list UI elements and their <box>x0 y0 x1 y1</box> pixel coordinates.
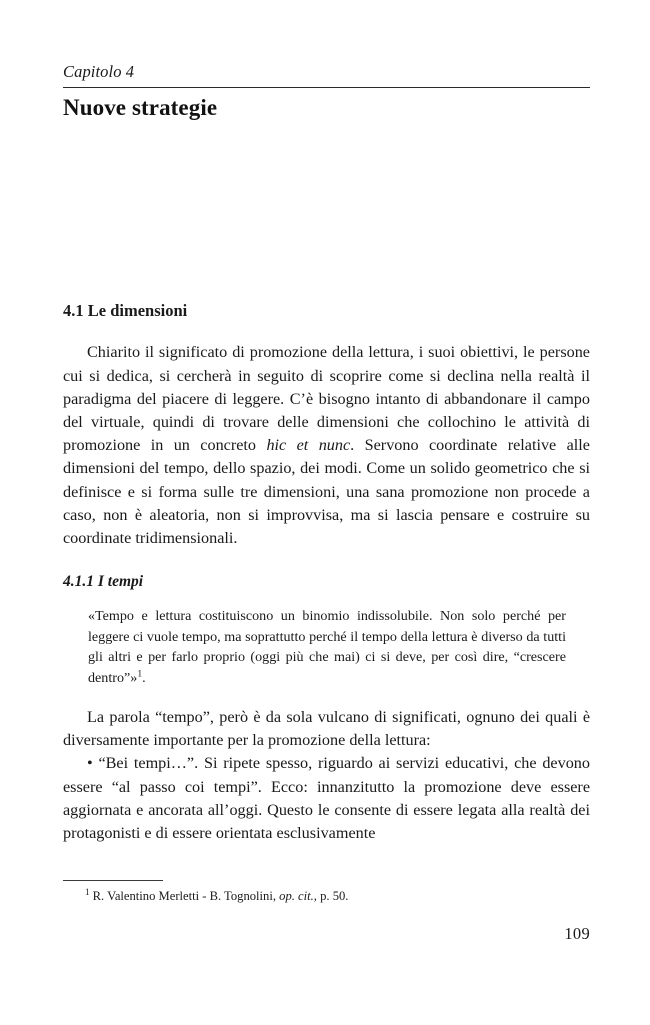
header-rule <box>63 87 590 88</box>
bullet-paragraph: • “Bei tempi…”. Si ripete spesso, riguardo ai servizi educativi, che devono essere “al passo coi tempi”. Ecco: innanzitutto la promozione deve essere aggiornata e ancorata all’oggi. Questo le consente di essere legata alla realtà dei protagonisti e di essere orientata esclusivamente <box>63 754 590 843</box>
intro-text-part1: Chiarito il significato di promozione della lettura, i suoi obiettivi, le persone cui si dedica, si cercherà in seguito di scoprire come si declina nella realtà il paradigma del piacere di leggere. C’è bisogno intanto di abbandonare il campo del virtuale, quindi di trovare delle dimensioni che collochino le attività di promozione in un concreto <box>63 343 590 455</box>
footnote-text-after: , p. 50. <box>313 889 349 903</box>
quote-text: «Tempo e lettura costituiscono un binomio indissolubile. Non solo perché per leggere ci vuole tempo, ma soprattutto perché il tempo della lettura è diverso da tutti gli altri e per farlo proprio (oggi più che mai) ci si deve, per così dire, “crescere dentro”» <box>88 608 566 686</box>
footnote-separator-rule <box>63 880 163 881</box>
chapter-label: Capitolo 4 <box>63 62 135 81</box>
page-number: 109 <box>564 924 590 943</box>
footnote-text-before: R. Valentino Merletti - B. Tognolini, <box>89 889 280 903</box>
footnote-entry <box>63 888 590 905</box>
footnote-number: 1 <box>85 886 90 897</box>
intro-text-part2: . Servono coordinate relative alle dimensioni del tempo, dello spazio, dei modi. Come un solido geometrico che si definisce e si forma sulle tre dimensioni, una sana promozione non procede a caso, non è aleatoria, non si improvvisa, ma si lascia pensare e costruire su coordinate tridimensionali. <box>63 436 590 548</box>
page-body <box>63 300 590 845</box>
block-quote <box>88 606 566 688</box>
latin-phrase: hic et nunc <box>266 436 351 455</box>
post-quote-paragraph: La parola “tempo”, però è da sola vulcano di significati, ognuno dei quali è diversamente importante per la promozione della lettura: <box>63 708 590 750</box>
footnote-op-cit: op. cit. <box>279 889 314 903</box>
chapter-title: Nuove strategie <box>63 94 218 120</box>
footnote-area <box>63 880 590 905</box>
intro-paragraph <box>63 341 590 550</box>
footnote-reference-marker: 1 <box>137 667 143 679</box>
chapter-header <box>63 60 590 123</box>
quote-trailing-period: . <box>142 669 146 686</box>
subsection-heading: 4.1.1 I tempi <box>63 573 144 591</box>
section-heading: 4.1 Le dimensioni <box>63 301 188 320</box>
